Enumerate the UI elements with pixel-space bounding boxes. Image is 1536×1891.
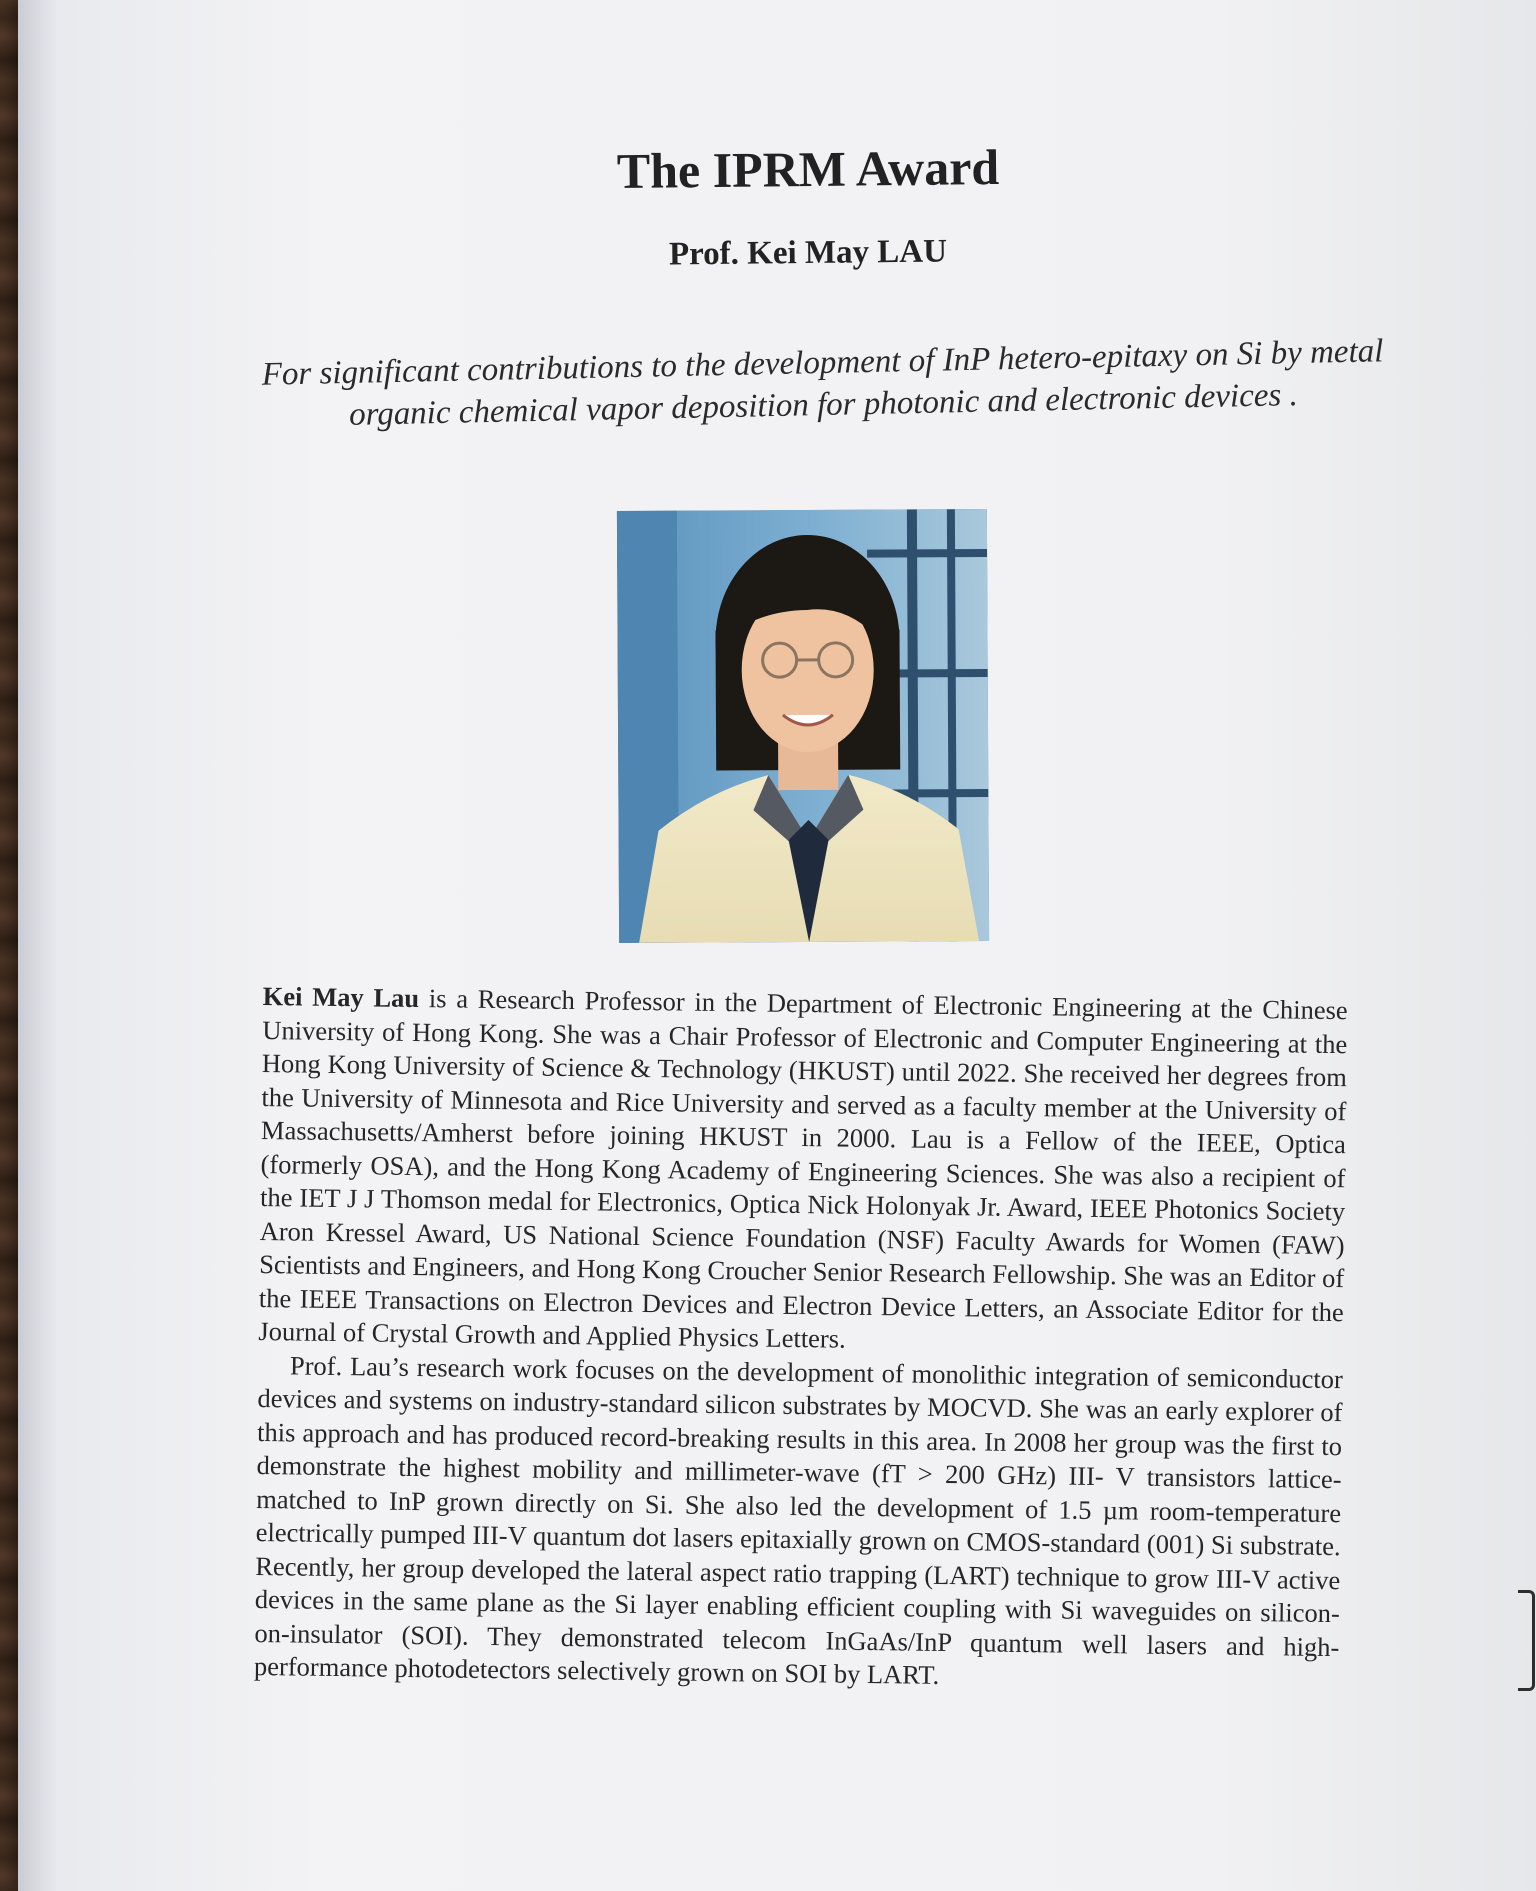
award-title: The IPRM Award — [616, 138, 1000, 200]
bio-paragraph-2: Prof. Lau’s research work focuses on the development of monolithic integration of semiconductor devices and systems on industry-standard silicon substrates by MOCVD. She was an early explorer of this approach and has produced record-breaking results in this area. In 2008 her group was the first to demonstrate the highest mobility and millimeter-wave (fT > 200 GHz) III- V transistors lattice-matched to InP grown directly on Si. She also led the development of 1.5 µm room-temperature electrically pumped III-V quantum dot lasers epitaxially grown on CMOS-standard (001) Si substrate. Recently, her group developed the lateral aspect ratio trapping (LART) technique to grow III-V active devices in the same plane as the Si layer enabling efficient coupling with Si waveguides on silicon-on-insulator (SOI). They demonstrated telecom InGaAs/InP quantum well lasers and high-performance photodetectors selectively grown on SOI by LART. — [253, 1349, 1344, 1690]
bio-paragraph-1-text: is a Research Professor in the Department of Electronic Engineering at the Chinese University of Hong Kong. She was a Chair Professor of Electronic and Computer Engineering at the Hong Kong University of Science & Technology (HKUST) until 2022. She received her degrees from the University of Minnesota and Rice University and served as a faculty member at the University of Massachusetts/Amherst before joining HKUST in 2000. Lau is a Fellow of the IEEE, Optica (formerly OSA), and the Hong Kong Academy of Engineering Sciences. She was also a recipient of the IET J J Thomson medal for Electronics, Optica Nick Holonyak Jr. Award, IEEE Photonics Society Aron Kressel Award, US National Science Foundation (NSF) Faculty Awards for Women (FAW) Scientists and Engineers, and Hong Kong Croucher Senior Research Fellowship. She was an Editor of the IEEE Transactions on Electron Devices and Electron Device Letters, an Associate Editor for the Journal of Crystal Growth and Applied Physics Letters. — [258, 983, 1348, 1354]
printed-page — [18, 0, 1536, 1891]
recipient-portrait — [617, 509, 989, 943]
bio-name: Kei May Lau — [262, 980, 420, 1014]
portrait-image — [617, 509, 989, 943]
award-citation: For significant contributions to the development of InP hetero-epitaxy on Si by metal organic chemical vapor deposition for photonic and electronic devices . — [261, 333, 1384, 433]
biography — [254, 980, 1348, 1698]
bio-paragraph-1 — [258, 980, 1348, 1363]
recipient-name: Prof. Kei May LAU — [668, 233, 948, 273]
page-content — [18, 0, 1536, 1891]
binder-clip — [1518, 1590, 1535, 1691]
